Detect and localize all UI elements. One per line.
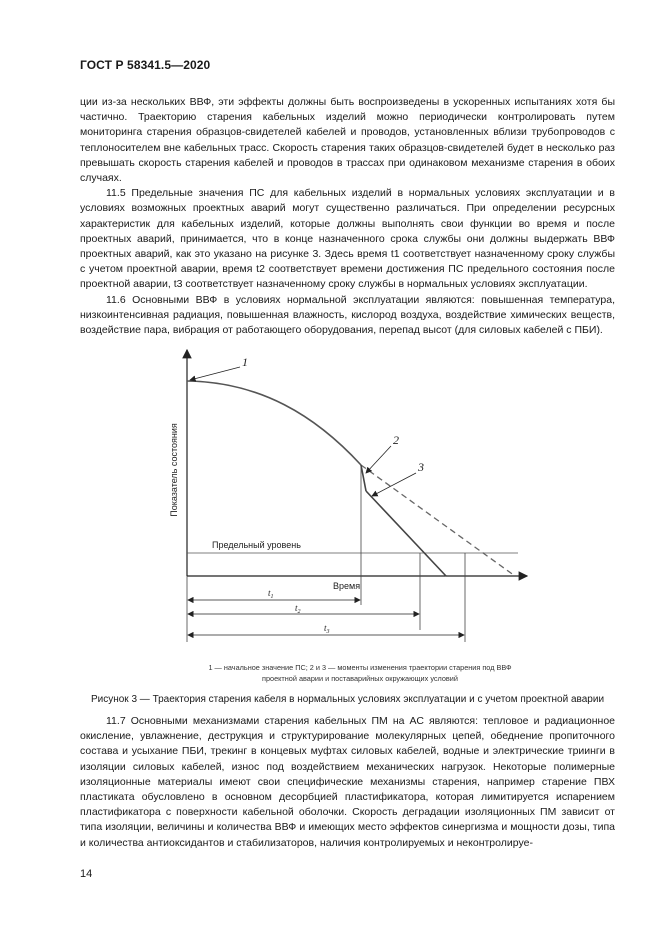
normal-aging-curve <box>187 381 361 465</box>
body-text-top <box>80 95 615 338</box>
page-number: 14 <box>80 868 93 880</box>
normal-aging-dashed <box>361 465 515 576</box>
post-accident-line <box>366 491 446 576</box>
figure-3 <box>150 340 530 645</box>
legend-line-2: проектной аварии и поставарийных окружающих условий <box>262 674 458 683</box>
leader-line-2 <box>366 446 391 473</box>
figure-legend <box>150 662 570 684</box>
aging-trajectory-diagram <box>150 340 530 645</box>
y-axis-label: Показатель состояния <box>169 423 179 517</box>
legend-line-1: 1 — начальное значение ПС; 2 и 3 — моменты изменения траектории старения под ВВФ <box>208 663 512 672</box>
curve-label-2: 2 <box>393 433 399 447</box>
limit-level-label: Предельный уровень <box>212 540 301 550</box>
body-text-bottom <box>80 714 615 851</box>
paragraph-11-7: 11.7 Основными механизмами старения кабельных ПМ на АС являются: тепловое и радиационное окисление, увлажнение, деструкция и структурирование молекулярных цепей, обеднение пропиточного состава и усыхание ПБИ, трекинг в концевых муфтах силовых кабелей, водные и электрические триинги в изоляции силовых кабелей, износ под воздействием механических нагрузок. Некоторые полимерные изоляционные материалы имеют свои специфические механизмы старения, например старение ПВХ пластиката обусловлено в основном десорбцией пластификатора, которая лимитируется испарением пластификатора с поверхности кабельной оболочки. Скорость деградации изоляционных ПМ зависит от типа изоляции, величины и количества ВВФ и имеющих место эффектов синергизма и мощности дозы, типа и количества антиоксидантов и стабилизаторов, наличия контролируемых и неконтролируе- <box>80 715 615 849</box>
t3-label: $t_3$ <box>324 623 330 635</box>
paragraph-11-6: 11.6 Основными ВВФ в условиях нормальной эксплуатации являются: повышенная температура, низкоинтенсивная радиация, повышенная влажность, кислород воздуха, воздействие химических веществ, воздействие пара, вибрация от работающего оборудования, перепад высот (для силовых кабелей с ПБИ). <box>80 293 615 337</box>
t2-label: $t_2$ <box>295 603 301 615</box>
x-axis-label: Время <box>333 581 361 591</box>
leader-line-3 <box>372 473 416 496</box>
accident-drop-line <box>361 465 366 491</box>
t1-label: $t_1$ <box>268 588 274 600</box>
document-header: ГОСТ Р 58341.5—2020 <box>80 58 211 72</box>
paragraph-11-5: 11.5 Предельные значения ПС для кабельных изделий в нормальных условиях эксплуатации и в условиях возможных проектных аварий могут существенно различаться. При определении ресурсных характеристик для кабельных изделий, которые должны выполнять свои функции во время и после проектных аварий, принимается, что в конце назначенного срока службы они должны выдержать ВВФ проектных аварий, как это указано на рисунке 3. Здесь время t1 соответствует назначенному сроку службы с учетом проектной аварии, время t2 соответствует времени достижения ПС предельного состояния после проектной аварии, t3 соответствует назначенному сроку службы в нормальных условиях эксплуатации. <box>80 187 615 291</box>
curve-label-3: 3 <box>418 460 424 474</box>
paragraph-continuation: ции из-за нескольких ВВФ, эти эффекты должны быть воспроизведены в ускоренных испытаниях хотя бы частично. Траекторию старения кабельных изделий можно периодически контролировать путем мониторинга старения образцов-свидетелей кабелей и проводов, установленных вблизи трубопроводов с теплоносителем вне кабельных трасс. Скорость старения таких образцов-свидетелей будет в несколько раз превышать скорость старения кабелей и проводов в трассах при одинаковом механизме старения в обоих случаях. <box>80 96 615 185</box>
curve-label-1: 1 <box>242 355 248 369</box>
leader-line-1 <box>190 367 240 380</box>
figure-caption: Рисунок 3 — Траектория старения кабеля в нормальных условиях эксплуатации и с учетом проектной аварии <box>90 694 605 705</box>
